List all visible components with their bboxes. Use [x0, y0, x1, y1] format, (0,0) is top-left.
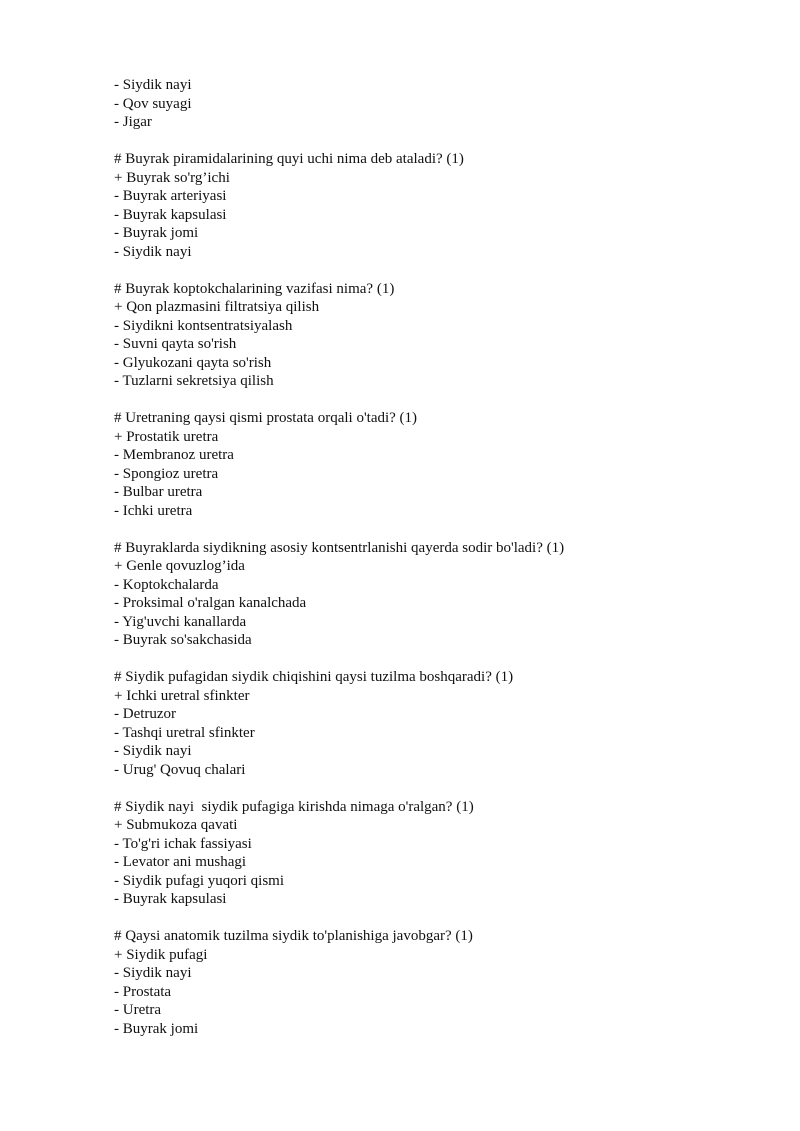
- question-block: [114, 150, 754, 261]
- answer-option: - Siydik nayi: [114, 243, 192, 260]
- answer-option: + Qon plazmasini filtratsiya qilish: [114, 299, 320, 315]
- answer-option: - Siydik pufagi yuqori qismi: [114, 872, 284, 889]
- answer-option: - Suvni qayta so'rish: [114, 336, 237, 352]
- answer-option: - Prostata: [114, 983, 172, 1000]
- answer-option: + Ichki uretral sfinkter: [114, 687, 250, 704]
- lead-option: - Qov suyagi: [114, 95, 192, 112]
- answer-option: - Siydik nayi: [114, 743, 192, 759]
- quiz-content: [114, 76, 754, 1038]
- answer-option: - Levator ani mushagi: [114, 854, 247, 870]
- answer-option: - Membranoz uretra: [114, 447, 234, 463]
- lead-option: - Siydik nayi: [114, 77, 192, 93]
- answer-option: + Buyrak so'rg’ichi: [114, 169, 230, 186]
- answer-option: + Submukoza qavati: [114, 817, 238, 833]
- answer-option: - Buyrak kapsulasi: [114, 891, 227, 907]
- answer-option: - Siydik nayi: [114, 965, 192, 981]
- answer-option: - Buyrak arteriyasi: [114, 188, 227, 204]
- answer-option: - Tuzlarni sekretsiya qilish: [114, 373, 274, 389]
- answer-option: - Siydikni kontsentratsiyalash: [114, 317, 293, 334]
- answer-option: - Bulbar uretra: [114, 484, 203, 500]
- answer-option: - Spongioz uretra: [114, 465, 219, 482]
- question-block: [114, 409, 754, 520]
- answer-option: - Koptokchalarda: [114, 576, 219, 593]
- question-block: [114, 668, 754, 779]
- question-text: # Buyrak piramidalarining quyi uchi nima deb ataladi? (1): [114, 151, 464, 167]
- question-text: # Siydik pufagidan siydik chiqishini qaysi tuzilma boshqaradi? (1): [114, 669, 514, 685]
- lead-option: - Jigar: [114, 114, 152, 130]
- answer-option: - Buyrak jomi: [114, 225, 199, 241]
- question-text: # Uretraning qaysi qismi prostata orqali o'tadi? (1): [114, 410, 418, 426]
- question-block: [114, 539, 754, 650]
- question-text: # Buyraklarda siydikning asosiy kontsentrlanishi qayerda sodir bo'ladi? (1): [114, 539, 565, 556]
- answer-option: - Urug' Qovuq chalari: [114, 761, 246, 778]
- question-text: # Buyrak koptokchalarining vazifasi nima? (1): [114, 280, 395, 297]
- answer-option: - Uretra: [114, 1002, 162, 1018]
- answer-option: - Tashqi uretral sfinkter: [114, 724, 255, 741]
- answer-option: - Proksimal o'ralgan kanalchada: [114, 595, 307, 611]
- answer-option: - Buyrak so'sakchasida: [114, 632, 252, 648]
- answer-option: - Buyrak kapsulasi: [114, 206, 227, 223]
- question-block: [114, 280, 754, 391]
- answer-option: - Ichki uretra: [114, 502, 193, 519]
- question-block: [114, 798, 754, 909]
- answer-option: + Siydik pufagi: [114, 946, 208, 963]
- answer-option: - Yig'uvchi kanallarda: [114, 613, 247, 630]
- answer-option: + Prostatik uretra: [114, 428, 219, 445]
- answer-option: - Glyukozani qayta so'rish: [114, 354, 272, 371]
- question-text: # Siydik nayi siydik pufagiga kirishda nimaga o'ralgan? (1): [114, 798, 474, 815]
- answer-option: + Genle qovuzlog’ida: [114, 558, 245, 574]
- answer-option: - Detruzor: [114, 706, 177, 722]
- question-block: [114, 927, 754, 1038]
- question-text: # Qaysi anatomik tuzilma siydik to'planishiga javobgar? (1): [114, 928, 473, 944]
- answer-option: - To'g'ri ichak fassiyasi: [114, 835, 252, 852]
- answer-option: - Buyrak jomi: [114, 1020, 199, 1037]
